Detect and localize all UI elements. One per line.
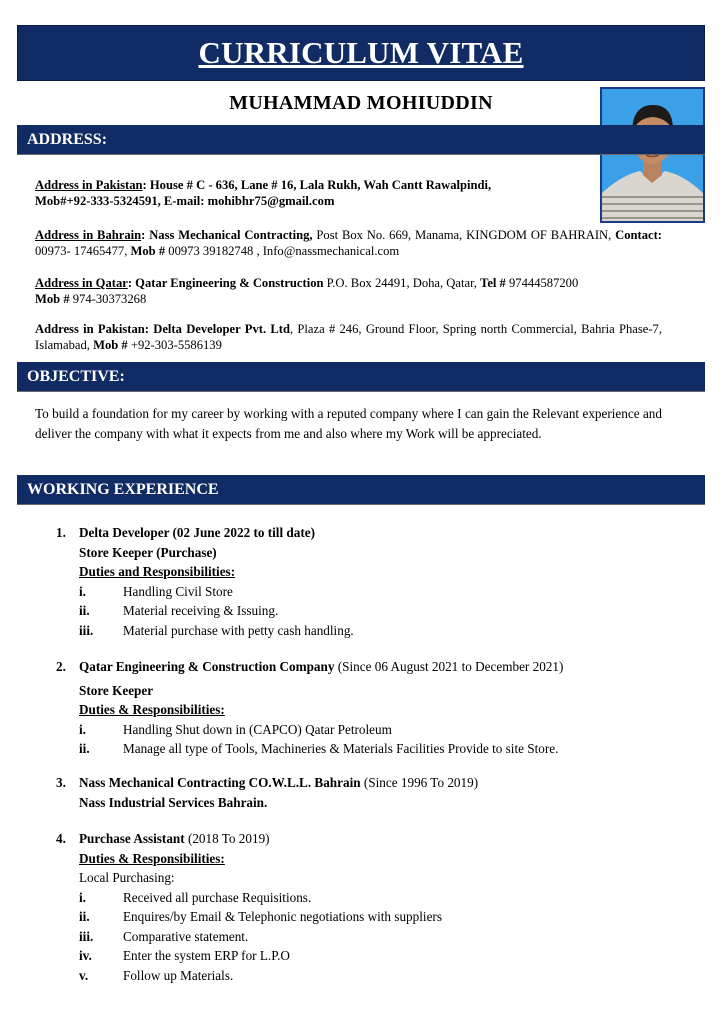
address-bahrain: Address in Bahrain: Nass Mechanical Contracting, Post Box No. 669, Manama, KINGDOM OF BAHRAIN, Contact: 00973- 17465477, Mob # 00973 39182748 , Info@nassmechanical.com (35, 228, 663, 258)
job-number: 2. (56, 659, 66, 674)
duties-heading: Duties and Responsibilities: (79, 564, 236, 579)
address-pakistan-home: Address in Pakistan: House # C - 636, Lane # 16, Lala Rukh, Wah Cantt Rawalpindi, Mob#+92-333-5324591, E-mail: mohibhr75@gmail.com (35, 178, 492, 208)
address-qatar: Address in Qatar: Qatar Engineering & Construction P.O. Box 24491, Doha, Qatar, Tel # 97444587200 Mob # 974-30373268 (35, 276, 579, 306)
job-entry (56, 523, 676, 640)
address-section-header: ADDRESS: (17, 125, 705, 155)
duty-item: ii. Material receiving & Issuing. (79, 603, 279, 618)
job-entry (56, 657, 676, 759)
job-title: Nass Mechanical Contracting CO.W.L.L. Bahrain (79, 775, 361, 790)
job-number: 1. (56, 525, 66, 540)
job-entry (56, 829, 676, 985)
duties-heading: Duties & Responsibilities: (79, 850, 225, 866)
address-label: Address in Pakistan (35, 178, 143, 192)
duty-item: i. Handling Civil Store (79, 583, 233, 599)
job-role: Store Keeper (Purchase) (79, 544, 217, 560)
job-period: (2018 To 2019) (184, 831, 270, 846)
duty-item: iii. Material purchase with petty cash handling. (79, 622, 354, 638)
job-period: (Since 1996 To 2019) (360, 775, 479, 790)
job-number: 3. (56, 775, 66, 790)
objective-section-header: OBJECTIVE: (17, 362, 705, 392)
duty-item: iv. Enter the system ERP for L.P.O (79, 948, 290, 963)
candidate-name: MUHAMMAD MOHIUDDIN (229, 92, 493, 114)
job-role: Nass Industrial Services Bahrain. (79, 794, 268, 810)
duty-item: ii. Manage all type of Tools, Machineries & Materials Facilities Provide to site Store. (79, 741, 559, 756)
job-title: Purchase Assistant (79, 831, 185, 846)
duty-item: i. Received all purchase Requisitions. (79, 889, 312, 905)
job-number: 4. (56, 831, 66, 846)
job-title: Qatar Engineering & Construction Company (79, 659, 335, 674)
duty-item: ii. Enquires/by Email & Telephonic negotiations with suppliers (79, 909, 442, 924)
address-label: Address in Qatar (35, 276, 128, 290)
job-title: Delta Developer (02 June 2022 to till date) (79, 525, 315, 540)
job-role: Store Keeper (79, 682, 154, 698)
objective-text: To build a foundation for my career by working with a reputed company where I can gain the Relevant experience and deliver the company with what it expects from me and also where my Work will be appreciated. (35, 406, 662, 441)
address-label: Address in Bahrain (35, 228, 142, 242)
duty-item: v. Follow up Materials. (79, 967, 234, 983)
duty-item: iii. Comparative statement. (79, 928, 249, 944)
page-title: CURRICULUM VITAE (198, 35, 524, 70)
experience-section-header: WORKING EXPERIENCE (17, 475, 705, 505)
sub-heading: Local Purchasing: (79, 870, 175, 885)
job-entry (56, 773, 676, 812)
job-period: (Since 06 August 2021 to December 2021) (334, 659, 564, 674)
duties-heading: Duties & Responsibilities: (79, 702, 225, 717)
title-bar (17, 25, 705, 81)
duty-item: i. Handling Shut down in (CAPCO) Qatar Petroleum (79, 721, 392, 737)
address-pakistan-office: Address in Pakistan: Delta Developer Pvt. Ltd, Plaza # 246, Ground Floor, Spring north Commercial, Bahria Phase-7, Islamabad, Mob # +92-303-5586139 (35, 322, 662, 352)
